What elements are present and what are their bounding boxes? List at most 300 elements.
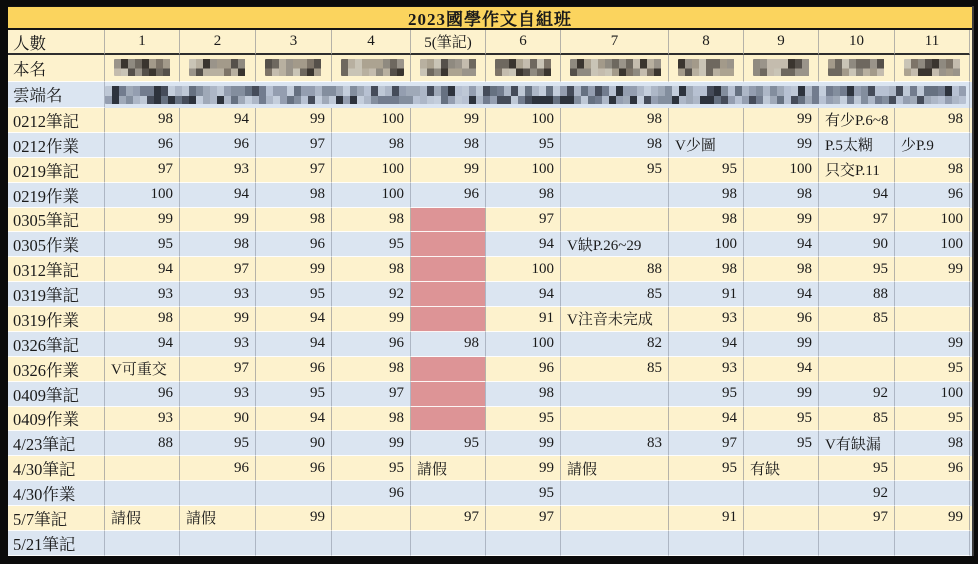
grade-cell[interactable]: 99 (744, 332, 819, 357)
grade-cell[interactable]: 85 (819, 307, 895, 332)
grade-cell[interactable]: 98 (332, 257, 411, 282)
redacted-name-cell[interactable] (561, 55, 669, 82)
mosaic-tile (612, 59, 619, 76)
column-header[interactable]: 9 (744, 30, 819, 55)
grade-cell[interactable]: 98 (895, 158, 970, 183)
column-header[interactable]: 10 (819, 30, 895, 55)
grade-cell[interactable]: 95 (895, 407, 970, 432)
redacted-name-cell[interactable] (332, 55, 411, 82)
mosaic-tile (602, 86, 609, 105)
grade-cell[interactable]: 有少P.6~8 (819, 108, 895, 133)
redacted-name-cell[interactable] (180, 55, 256, 82)
table-row (8, 357, 972, 382)
grade-cell[interactable]: 94 (256, 307, 332, 332)
mosaic-tile (544, 59, 551, 76)
grade-cell[interactable]: 99 (411, 108, 486, 133)
grade-cell[interactable]: 97 (256, 133, 332, 158)
grade-cell[interactable]: 95 (332, 232, 411, 257)
grade-cell[interactable] (411, 232, 486, 257)
grade-cell[interactable]: 95 (256, 382, 332, 407)
grade-cell[interactable]: 98 (105, 108, 180, 133)
grade-cell[interactable]: 97 (819, 208, 895, 233)
grade-cell[interactable]: 93 (669, 307, 744, 332)
grade-cell[interactable] (669, 108, 744, 133)
grade-cell[interactable]: 98 (895, 431, 970, 456)
grade-cell[interactable] (486, 531, 561, 556)
grade-cell[interactable] (105, 456, 180, 481)
column-header[interactable]: 2 (180, 30, 256, 55)
row-label[interactable]: 0212作業 (8, 133, 105, 158)
grade-cell[interactable]: 94 (180, 108, 256, 133)
grade-cell[interactable]: 100 (486, 332, 561, 357)
grade-cell[interactable] (105, 481, 180, 506)
grade-cell[interactable] (411, 407, 486, 432)
grade-cell[interactable] (895, 481, 970, 506)
grade-cell[interactable]: 100 (486, 108, 561, 133)
row-label[interactable]: 0319筆記 (8, 282, 105, 307)
redacted-cloud-names-cell[interactable] (105, 82, 970, 109)
grade-cell[interactable] (411, 481, 486, 506)
column-header[interactable]: 11 (895, 30, 970, 55)
mosaic-tile (114, 59, 121, 76)
grade-cell[interactable]: 98 (332, 357, 411, 382)
grade-cell[interactable] (819, 531, 895, 556)
mosaic-tile (911, 59, 918, 76)
grade-cell[interactable]: 96 (895, 183, 970, 208)
grade-cell[interactable]: 94 (744, 232, 819, 257)
grade-cell[interactable]: 95 (744, 431, 819, 456)
grade-cell[interactable]: V有缺漏 (819, 431, 895, 456)
grade-cell[interactable]: 97 (669, 431, 744, 456)
grade-cell[interactable]: 99 (486, 431, 561, 456)
table-row (8, 232, 972, 257)
mosaic-tile (805, 86, 812, 105)
grade-cell[interactable] (180, 531, 256, 556)
row-label[interactable]: 4/30筆記 (8, 456, 105, 481)
grade-cell[interactable] (561, 407, 669, 432)
grade-cell[interactable]: 98 (256, 183, 332, 208)
mosaic-tile (210, 59, 217, 76)
grade-cell[interactable]: 99 (105, 208, 180, 233)
mosaic-tile (217, 59, 224, 76)
table-row (8, 208, 972, 233)
grade-cell[interactable]: 100 (105, 183, 180, 208)
grade-cell[interactable]: V缺P.26~29 (561, 232, 669, 257)
grade-cell[interactable]: 93 (105, 282, 180, 307)
grade-cell[interactable]: 94 (669, 407, 744, 432)
grade-cell[interactable]: 95 (561, 158, 669, 183)
grade-cell[interactable]: 99 (744, 108, 819, 133)
grade-cell[interactable]: 少P.9 (895, 133, 970, 158)
row-label[interactable]: 0409作業 (8, 407, 105, 432)
grade-cell[interactable]: 97 (180, 257, 256, 282)
row-label[interactable]: 4/23筆記 (8, 431, 105, 456)
header-count-label[interactable]: 人數 (8, 30, 105, 55)
grade-cell[interactable]: 99 (744, 208, 819, 233)
mosaic-tile (932, 59, 939, 76)
grade-cell[interactable]: 96 (256, 232, 332, 257)
grade-cell[interactable]: 94 (256, 332, 332, 357)
grade-cell[interactable]: 96 (411, 183, 486, 208)
grade-cell[interactable]: 96 (332, 481, 411, 506)
mosaic-tile (273, 86, 280, 105)
grade-cell[interactable]: 96 (256, 456, 332, 481)
redacted-name-cell[interactable] (744, 55, 819, 82)
redacted-name-cell[interactable] (105, 55, 180, 82)
grade-cell[interactable]: 96 (486, 357, 561, 382)
grade-cell[interactable]: 97 (411, 506, 486, 531)
grade-cell[interactable]: 95 (669, 382, 744, 407)
grade-cell[interactable] (256, 531, 332, 556)
grade-cell[interactable]: 99 (180, 307, 256, 332)
grade-cell[interactable]: 99 (744, 133, 819, 158)
grade-cell[interactable]: 85 (561, 282, 669, 307)
grade-cell[interactable]: 98 (669, 183, 744, 208)
grade-cell[interactable]: 90 (180, 407, 256, 432)
grade-cell[interactable]: 99 (180, 208, 256, 233)
mosaic-tile (448, 59, 455, 76)
grade-cell[interactable]: 94 (669, 332, 744, 357)
mosaic-tile (462, 59, 469, 76)
mosaic-tile (516, 59, 523, 76)
mosaic-tile (156, 59, 163, 76)
mosaic-tile (362, 59, 369, 76)
grade-cell[interactable]: 93 (105, 407, 180, 432)
mosaic-tile (341, 59, 348, 76)
grade-cell[interactable]: 93 (180, 282, 256, 307)
mosaic-tile (121, 59, 128, 76)
grade-cell[interactable] (669, 531, 744, 556)
mosaic-tile (767, 59, 774, 76)
grade-cell[interactable]: 94 (744, 282, 819, 307)
grade-cell[interactable] (561, 208, 669, 233)
grade-cell[interactable] (744, 481, 819, 506)
grade-cell[interactable] (561, 506, 669, 531)
grade-cell[interactable]: 99 (895, 257, 970, 282)
mosaic-tile (756, 86, 763, 105)
grade-cell[interactable]: 99 (256, 108, 332, 133)
mosaic-tile (128, 59, 135, 76)
grade-cell[interactable]: 95 (486, 481, 561, 506)
grade-cell[interactable]: 85 (561, 357, 669, 382)
grade-cell[interactable]: 98 (256, 208, 332, 233)
mosaic-tile (369, 59, 376, 76)
grade-cell[interactable]: 95 (669, 158, 744, 183)
mosaic-tile (224, 59, 231, 76)
grade-cell[interactable]: 95 (669, 456, 744, 481)
mosaic-tile (455, 86, 462, 105)
grade-cell[interactable]: 92 (332, 282, 411, 307)
grade-cell[interactable]: 請假 (105, 506, 180, 531)
redacted-name-cell[interactable] (411, 55, 486, 82)
grade-cell[interactable]: 有缺 (744, 456, 819, 481)
grade-cell[interactable]: 98 (105, 307, 180, 332)
grade-cell[interactable] (819, 357, 895, 382)
grade-cell[interactable]: 100 (744, 158, 819, 183)
row-label[interactable]: 0305作業 (8, 232, 105, 257)
grade-cell[interactable]: 100 (895, 382, 970, 407)
row-label[interactable]: 0305筆記 (8, 208, 105, 233)
grade-cell[interactable]: 100 (895, 208, 970, 233)
grade-cell[interactable]: 99 (411, 158, 486, 183)
mosaic-tile (584, 59, 591, 76)
row-label[interactable]: 0219作業 (8, 183, 105, 208)
mosaic-tile (651, 86, 658, 105)
grade-cell[interactable]: 98 (486, 183, 561, 208)
grade-cell[interactable]: 91 (669, 282, 744, 307)
grade-cell[interactable]: 99 (256, 506, 332, 531)
grade-cell[interactable]: 96 (256, 357, 332, 382)
grade-cell[interactable] (411, 307, 486, 332)
grade-cell[interactable]: 95 (744, 407, 819, 432)
grade-cell[interactable]: 94 (256, 407, 332, 432)
grade-cell[interactable]: 98 (486, 382, 561, 407)
grade-cell[interactable]: 95 (819, 456, 895, 481)
grade-cell[interactable]: 98 (561, 108, 669, 133)
mosaic-tile (693, 86, 700, 105)
grade-cell[interactable] (180, 481, 256, 506)
grade-cell[interactable]: 95 (332, 456, 411, 481)
mosaic-tile (392, 86, 399, 105)
grade-cell[interactable]: 98 (411, 332, 486, 357)
mosaic-tile (672, 86, 679, 105)
row-label[interactable]: 5/7筆記 (8, 506, 105, 531)
grade-cell[interactable]: 100 (486, 158, 561, 183)
grade-cell[interactable]: 94 (486, 232, 561, 257)
column-header[interactable]: 6 (486, 30, 561, 55)
grade-cell[interactable]: 93 (180, 332, 256, 357)
grade-cell[interactable]: 97 (256, 158, 332, 183)
grade-cell[interactable]: 96 (105, 382, 180, 407)
grade-cell[interactable]: 99 (744, 382, 819, 407)
grade-cell[interactable]: V注音未完成 (561, 307, 669, 332)
grade-cell[interactable]: 82 (561, 332, 669, 357)
row-label[interactable]: 0219筆記 (8, 158, 105, 183)
row-label[interactable]: 0409筆記 (8, 382, 105, 407)
grade-cell[interactable]: 91 (669, 506, 744, 531)
grade-cell[interactable]: 94 (486, 282, 561, 307)
grade-cell[interactable]: 只交P.11 (819, 158, 895, 183)
grade-cell[interactable]: 97 (332, 382, 411, 407)
mosaic-tile (483, 86, 490, 105)
grade-cell[interactable]: 99 (895, 506, 970, 531)
mosaic-tile (203, 86, 210, 105)
grade-cell[interactable]: 98 (561, 133, 669, 158)
grade-cell[interactable] (744, 531, 819, 556)
mosaic-tile (763, 86, 770, 105)
grade-cell[interactable] (411, 208, 486, 233)
grade-cell[interactable]: 94 (105, 257, 180, 282)
grade-cell[interactable]: 93 (180, 158, 256, 183)
grade-cell[interactable]: 99 (256, 257, 332, 282)
redacted-name-cell[interactable] (819, 55, 895, 82)
grade-cell[interactable]: 100 (332, 183, 411, 208)
grade-cell[interactable]: 94 (744, 357, 819, 382)
grade-cell[interactable]: 98 (411, 133, 486, 158)
grade-cell[interactable]: 92 (819, 382, 895, 407)
grade-cell[interactable] (332, 506, 411, 531)
mosaic-tile (448, 86, 455, 105)
row-label[interactable]: 本名 (8, 55, 105, 82)
grade-cell[interactable]: 98 (744, 257, 819, 282)
grade-cell[interactable]: 85 (819, 407, 895, 432)
row-label[interactable]: 雲端名 (8, 82, 105, 109)
grade-cell[interactable]: 98 (332, 208, 411, 233)
grade-cell[interactable]: 97 (486, 506, 561, 531)
grade-cell[interactable]: 95 (105, 232, 180, 257)
grade-cell[interactable]: 96 (332, 332, 411, 357)
grade-cell[interactable] (411, 382, 486, 407)
grade-cell[interactable] (819, 332, 895, 357)
grade-cell[interactable]: 98 (669, 257, 744, 282)
grade-cell[interactable]: 100 (486, 257, 561, 282)
grade-cell[interactable]: 92 (819, 481, 895, 506)
row-label[interactable]: 0312筆記 (8, 257, 105, 282)
mosaic-tile (889, 86, 896, 105)
grade-cell[interactable]: 88 (561, 257, 669, 282)
grade-cell[interactable]: 95 (486, 407, 561, 432)
grade-cell[interactable] (256, 481, 332, 506)
grade-cell[interactable] (744, 506, 819, 531)
grade-cell[interactable]: 98 (895, 108, 970, 133)
grade-cell[interactable]: 95 (819, 257, 895, 282)
column-header[interactable]: 8 (669, 30, 744, 55)
sheet-title-cell[interactable] (8, 6, 972, 30)
column-header[interactable]: 1 (105, 30, 180, 55)
grade-cell[interactable]: 83 (561, 431, 669, 456)
mosaic-tile (868, 86, 875, 105)
grade-cell[interactable] (895, 307, 970, 332)
grade-cell[interactable]: 99 (895, 332, 970, 357)
column-header[interactable]: 7 (561, 30, 669, 55)
mosaic-tile (286, 59, 293, 76)
grade-cell[interactable] (561, 481, 669, 506)
grade-cell[interactable] (411, 357, 486, 382)
row-label[interactable]: 0326作業 (8, 357, 105, 382)
grade-cell[interactable]: 97 (819, 506, 895, 531)
grade-cell[interactable]: 99 (332, 307, 411, 332)
grade-cell[interactable]: 93 (669, 357, 744, 382)
row-label[interactable]: 0212筆記 (8, 108, 105, 133)
column-header[interactable]: 3 (256, 30, 332, 55)
mosaic-tile (777, 86, 784, 105)
grade-cell[interactable]: 98 (744, 183, 819, 208)
column-header[interactable]: 5(筆記) (411, 30, 486, 55)
row-label[interactable]: 0326筆記 (8, 332, 105, 357)
grade-cell[interactable]: 93 (180, 382, 256, 407)
grade-cell[interactable] (411, 282, 486, 307)
grade-cell[interactable]: 91 (486, 307, 561, 332)
grade-cell[interactable] (561, 382, 669, 407)
mosaic-tile (314, 59, 321, 76)
grade-cell[interactable]: 99 (486, 456, 561, 481)
grade-cell[interactable]: 98 (332, 133, 411, 158)
mosaic-tile (135, 59, 142, 76)
column-header[interactable]: 4 (332, 30, 411, 55)
grade-cell[interactable]: 96 (895, 456, 970, 481)
mosaic-tile (626, 59, 633, 76)
grade-cell[interactable]: 97 (105, 158, 180, 183)
grade-cell[interactable] (411, 257, 486, 282)
grade-cell[interactable]: 94 (180, 183, 256, 208)
grade-cell[interactable]: 95 (486, 133, 561, 158)
grade-cell[interactable] (105, 531, 180, 556)
grade-cell[interactable]: 94 (105, 332, 180, 357)
redacted-name-cell[interactable] (669, 55, 744, 82)
grade-cell[interactable]: 98 (332, 407, 411, 432)
grade-cell[interactable] (561, 531, 669, 556)
grade-cell[interactable]: 96 (744, 307, 819, 332)
mosaic-tile (861, 86, 868, 105)
redacted-name-cell[interactable] (895, 55, 970, 82)
redacted-name-cell[interactable] (486, 55, 561, 82)
grade-cell[interactable] (669, 481, 744, 506)
mosaic-tile (196, 86, 203, 105)
grade-cell[interactable]: 100 (332, 158, 411, 183)
grade-cell[interactable]: 95 (256, 282, 332, 307)
grade-cell[interactable]: 100 (669, 232, 744, 257)
grade-cell[interactable]: 100 (895, 232, 970, 257)
grade-cell[interactable]: 請假 (180, 506, 256, 531)
grade-cell[interactable] (332, 531, 411, 556)
redacted-name-cell[interactable] (256, 55, 332, 82)
grade-cell[interactable]: 95 (411, 431, 486, 456)
grade-cell[interactable] (895, 282, 970, 307)
mosaic-tile (945, 86, 952, 105)
grade-cell[interactable]: 88 (105, 431, 180, 456)
grade-cell[interactable] (411, 531, 486, 556)
mosaic-tile (749, 86, 756, 105)
grade-cell[interactable]: V可重交 (105, 357, 180, 382)
grade-cell[interactable]: 98 (180, 232, 256, 257)
grade-cell[interactable]: 96 (180, 133, 256, 158)
redacted-name-mosaic (570, 59, 662, 76)
mosaic-tile (469, 59, 476, 76)
grade-cell[interactable]: 95 (895, 357, 970, 382)
grade-cell[interactable]: P.5太糊 (819, 133, 895, 158)
grade-cell[interactable]: 88 (819, 282, 895, 307)
mosaic-tile (553, 86, 560, 105)
mosaic-tile (713, 59, 720, 76)
grade-cell[interactable] (895, 531, 970, 556)
table-row (8, 307, 972, 332)
grade-cell[interactable]: 96 (180, 456, 256, 481)
grade-cell[interactable]: 90 (819, 232, 895, 257)
grade-cell[interactable]: 請假 (411, 456, 486, 481)
grade-cell[interactable]: V少圖 (669, 133, 744, 158)
grade-cell[interactable]: 97 (486, 208, 561, 233)
grade-cell[interactable]: 請假 (561, 456, 669, 481)
grade-cell[interactable]: 100 (332, 108, 411, 133)
mosaic-tile (397, 59, 404, 76)
table-row (8, 531, 972, 556)
grade-cell[interactable]: 98 (669, 208, 744, 233)
grade-cell[interactable]: 94 (819, 183, 895, 208)
table-row (8, 506, 972, 531)
grade-cell[interactable]: 90 (256, 431, 332, 456)
row-label[interactable]: 4/30作業 (8, 481, 105, 506)
real-name-row (8, 55, 972, 82)
row-label[interactable]: 5/21筆記 (8, 531, 105, 556)
grade-cell[interactable]: 97 (180, 357, 256, 382)
grade-cell[interactable]: 99 (332, 431, 411, 456)
row-label[interactable]: 0319作業 (8, 307, 105, 332)
grade-cell[interactable] (561, 183, 669, 208)
grade-cell[interactable]: 95 (180, 431, 256, 456)
grade-cell[interactable]: 96 (105, 133, 180, 158)
mosaic-tile (870, 59, 877, 76)
mosaic-tile (147, 86, 154, 105)
